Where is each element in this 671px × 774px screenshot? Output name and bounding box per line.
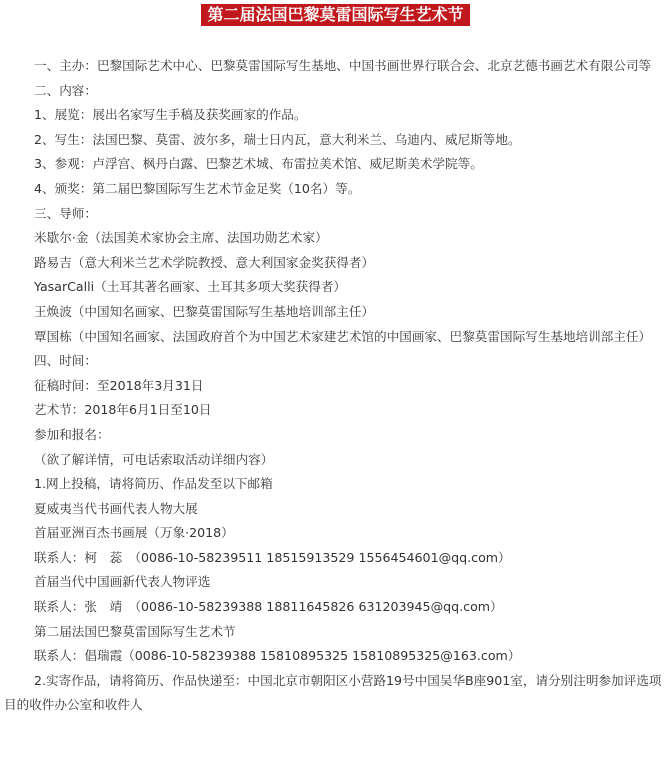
- paragraph: 米歇尔·金（法国美术家协会主席、法国功勋艺术家）: [34, 230, 328, 246]
- paragraph: 夏威夷当代书画代表人物大展: [34, 500, 198, 516]
- paragraph: 第二届法国巴黎莫雷国际写生艺术节: [34, 623, 236, 639]
- paragraph: 1、展览：展出名家写生手稿及获奖画家的作品。: [34, 107, 307, 123]
- paragraph: 二、内容：: [34, 82, 97, 98]
- paragraph: 艺术节：2018年6月1日至10日: [34, 402, 212, 418]
- paragraph: YasarCalli（土耳其著名画家、土耳其多项大奖获得者）: [34, 279, 347, 295]
- paragraph: 3、参观：卢浮宫、枫丹白露、巴黎艺术城、布雷拉美术馆、威尼斯美术学院等。: [34, 156, 483, 172]
- article-body: [4, 54, 668, 718]
- paragraph: 首届亚洲百杰书画展（万象·2018）: [34, 525, 234, 541]
- contact-line: 联系人：柯 蕊 （0086-10-58239511 18515913529 1556454601@qq.com）: [34, 549, 511, 565]
- paragraph: 王焕波（中国知名画家、巴黎莫雷国际写生基地培训部主任）: [34, 303, 375, 319]
- paragraph: （欲了解详情，可电话索取活动详细内容）: [34, 451, 274, 467]
- paragraph: 参加和报名：: [34, 426, 110, 442]
- paragraph: 覃国栋（中国知名画家、法国政府首个为中国艺术家建艺术馆的中国画家、巴黎莫雷国际写生基地培训部主任）: [34, 328, 652, 344]
- contact-line: 联系人：张 靖 （0086-10-58239388 18811645826 631203945@qq.com）: [34, 599, 503, 615]
- paragraph: 路易吉（意大利米兰艺术学院教授、意大利国家金奖获得者）: [34, 254, 375, 270]
- contact-line: 联系人：倡瑞霞（0086-10-58239388 15810895325 15810895325@163.com）: [34, 648, 521, 664]
- title-bar: [0, 4, 671, 26]
- paragraph: 征稿时间：至2018年3月31日: [34, 377, 204, 393]
- paragraph: 三、导师：: [34, 205, 97, 221]
- paragraph: 1.网上投稿，请将简历、作品发至以下邮箱: [34, 476, 273, 492]
- paragraph: 首届当代中国画新代表人物评选: [34, 574, 211, 590]
- paragraph: 2、写生：法国巴黎、莫雷、波尔多，瑞士日内瓦，意大利米兰、乌迪内、威尼斯等地。: [34, 131, 521, 147]
- paragraph: 4、颁奖：第二届巴黎国际写生艺术节金足奖（10名）等。: [34, 180, 361, 196]
- paragraph: 一、主办：巴黎国际艺术中心、巴黎莫雷国际写生基地、中国书画世界行联合会、北京艺德书画艺术有限公司等: [34, 58, 652, 73]
- page-title: 第二届法国巴黎莫雷国际写生艺术节: [201, 4, 469, 26]
- paragraph: 2.实寄作品，请将简历、作品快递至：中国北京市朝阳区小营路19号中国吴华B座901室，请分别注明参加评选项目的收件办公室和收件人: [4, 672, 662, 713]
- paragraph: 四、时间：: [34, 353, 97, 369]
